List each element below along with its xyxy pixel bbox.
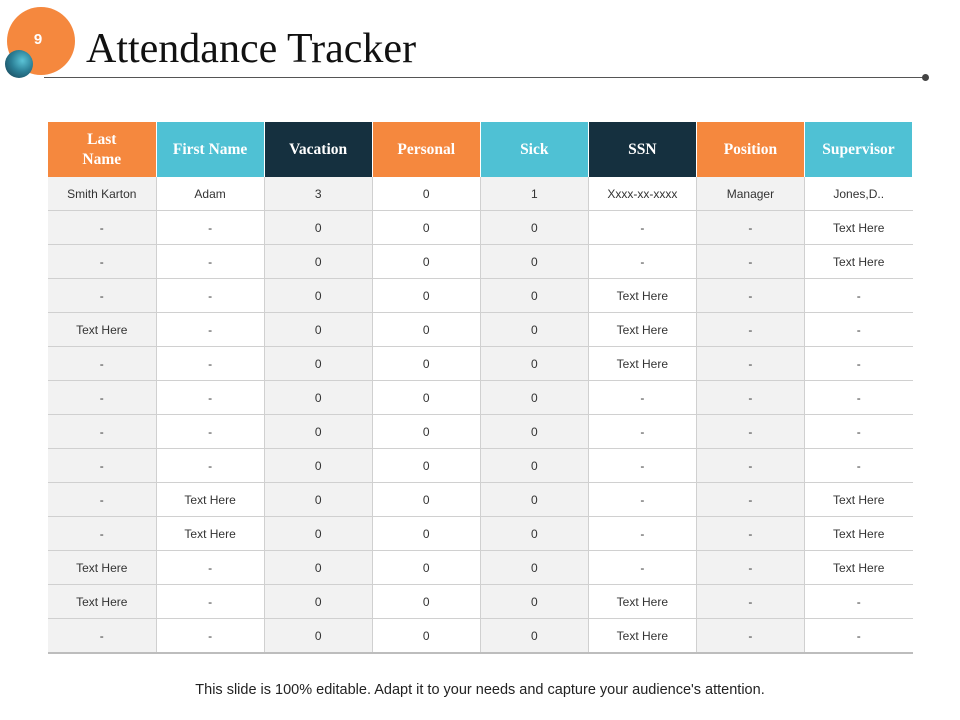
table-cell: 0 [372,517,480,551]
table-cell: 0 [372,551,480,585]
table-cell: - [804,449,912,483]
table-cell: - [48,619,156,654]
column-header-sick: Sick [480,122,588,177]
table-row [48,483,913,517]
table-cell: 0 [480,585,588,619]
table-cell: 0 [372,245,480,279]
table-cell: 0 [372,415,480,449]
table-cell: - [156,313,264,347]
table-cell: - [48,483,156,517]
table-cell: 0 [372,177,480,211]
footer-note: This slide is 100% editable. Adapt it to your needs and capture your audience's attention. [195,682,765,698]
table-header-row [48,122,913,177]
table-cell: - [588,211,696,245]
table-row [48,551,913,585]
table-cell: 0 [480,517,588,551]
table-cell: Text Here [804,211,912,245]
table-row [48,381,913,415]
table-cell: - [588,483,696,517]
table-cell: 0 [372,279,480,313]
table-cell: - [696,449,804,483]
table-cell: 0 [264,585,372,619]
table-cell: - [156,551,264,585]
table-cell: 0 [480,279,588,313]
table-cell: 0 [264,517,372,551]
decorative-sphere-icon [5,50,33,78]
table-cell: 0 [480,313,588,347]
table-row [48,347,913,381]
table-cell: 0 [264,483,372,517]
table-cell: Jones,D.. [804,177,912,211]
table-cell: - [804,381,912,415]
table-cell: - [156,619,264,654]
table-cell: 0 [372,313,480,347]
table-cell: - [696,211,804,245]
table-cell: 0 [264,279,372,313]
table-cell: Text Here [804,517,912,551]
table-cell: 0 [264,619,372,654]
table-cell: - [48,347,156,381]
table-cell: 0 [480,449,588,483]
table-row [48,245,913,279]
table-cell: Text Here [588,279,696,313]
table-cell: 0 [480,483,588,517]
table-cell: - [48,211,156,245]
table-cell: - [156,449,264,483]
table-cell: Text Here [588,619,696,654]
column-header-last-name: Last Name [48,122,156,177]
table-cell: 0 [480,381,588,415]
table-body [48,177,913,653]
column-header-vacation: Vacation [264,122,372,177]
table-cell: Text Here [804,551,912,585]
table-cell: - [696,313,804,347]
table-cell: 0 [264,381,372,415]
table-row [48,449,913,483]
table-cell: 0 [264,313,372,347]
table-cell: 0 [372,211,480,245]
table-cell: Text Here [588,585,696,619]
table-cell: - [156,381,264,415]
table-cell: - [48,279,156,313]
table-cell: 0 [480,245,588,279]
table-cell: Text Here [48,313,156,347]
table-cell: 0 [372,347,480,381]
table-row [48,619,913,654]
table-cell: 0 [480,211,588,245]
table-cell: - [48,449,156,483]
slide-number: 9 [33,31,43,48]
table-cell: 0 [372,483,480,517]
table-cell: Manager [696,177,804,211]
table-row [48,177,913,211]
table-cell: - [588,551,696,585]
table-cell: 0 [372,449,480,483]
table-row [48,415,913,449]
table-cell: Smith Karton [48,177,156,211]
table-cell: Text Here [48,551,156,585]
table-cell: - [156,415,264,449]
table-cell: - [156,347,264,381]
table-cell: - [696,381,804,415]
column-header-supervisor: Supervisor [804,122,912,177]
table-cell: 0 [264,415,372,449]
column-header-first-name: First Name [156,122,264,177]
table-cell: - [696,585,804,619]
table-cell: - [156,211,264,245]
table-row [48,211,913,245]
table-cell: - [804,585,912,619]
table-cell: Text Here [156,483,264,517]
table-cell: 0 [480,347,588,381]
table-cell: Xxxx-xx-xxxx [588,177,696,211]
table-row [48,313,913,347]
table-cell: - [48,245,156,279]
table-row [48,279,913,313]
table-cell: - [804,415,912,449]
title-divider [44,77,926,78]
table-cell: 0 [480,619,588,654]
table-cell: Text Here [804,245,912,279]
table-cell: Adam [156,177,264,211]
table-cell: - [696,347,804,381]
column-header-position: Position [696,122,804,177]
table-cell: - [588,381,696,415]
table-cell: 0 [372,619,480,654]
table-cell: - [156,585,264,619]
table-cell: - [696,279,804,313]
column-header-ssn: SSN [588,122,696,177]
table-cell: - [696,619,804,654]
table-cell: 0 [372,585,480,619]
attendance-table [48,122,913,654]
slide-number-badge [7,7,75,75]
table-cell: 0 [264,551,372,585]
table-cell: - [804,347,912,381]
page-title: Attendance Tracker [86,26,417,72]
table-cell: - [156,279,264,313]
table-cell: 0 [372,381,480,415]
table-cell: - [156,245,264,279]
table-cell: - [804,619,912,654]
table-row [48,517,913,551]
table-cell: - [588,449,696,483]
divider-end-dot [922,74,929,81]
table-cell: Text Here [804,483,912,517]
table-cell: Text Here [48,585,156,619]
table-cell: 0 [264,245,372,279]
table-cell: - [48,415,156,449]
table-cell: - [696,245,804,279]
table-cell: 0 [264,347,372,381]
table-cell: 3 [264,177,372,211]
table-cell: - [588,245,696,279]
table-cell: - [804,279,912,313]
table-cell: 1 [480,177,588,211]
table-cell: - [804,313,912,347]
table-cell: Text Here [156,517,264,551]
table-cell: - [696,551,804,585]
table-row [48,585,913,619]
table-cell: Text Here [588,347,696,381]
table-cell: Text Here [588,313,696,347]
table-cell: 0 [264,211,372,245]
column-header-personal: Personal [372,122,480,177]
table-cell: - [696,483,804,517]
table-cell: - [696,415,804,449]
table-cell: 0 [480,415,588,449]
table-cell: 0 [264,449,372,483]
table-cell: - [696,517,804,551]
table-cell: - [588,415,696,449]
table-cell: 0 [480,551,588,585]
table-cell: - [48,517,156,551]
table-cell: - [588,517,696,551]
table-cell: - [48,381,156,415]
